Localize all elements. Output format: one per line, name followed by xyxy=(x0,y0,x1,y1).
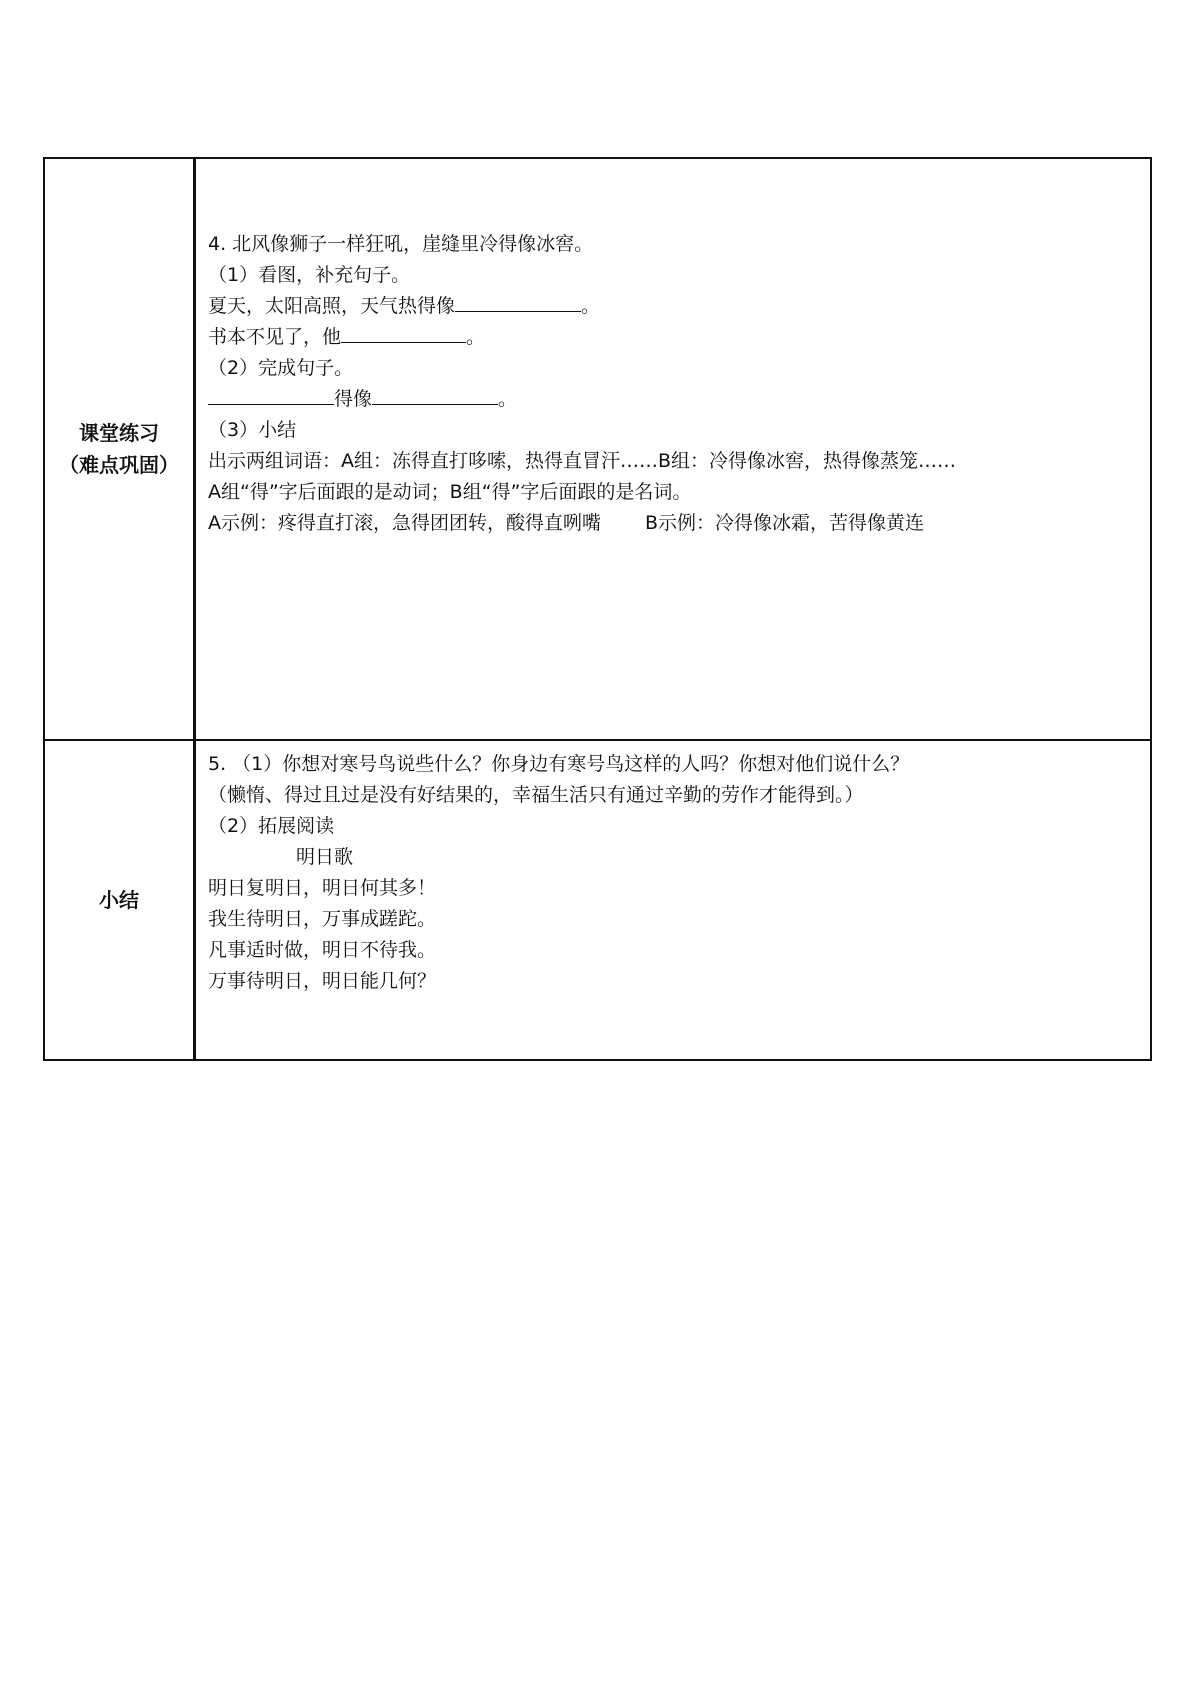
fill-sentence-2 xyxy=(208,322,1142,353)
examples-line xyxy=(208,508,1142,539)
summary-line-1: 出示两组词语：A组：冻得直打哆嗦，热得直冒汗……B组：冷得像冰窖，热得像蒸笼…… xyxy=(208,450,957,472)
fill-sentence-3-mid: 得像 xyxy=(334,388,373,410)
answer-blank-1[interactable] xyxy=(455,291,581,312)
row-label-summary xyxy=(44,740,195,1060)
poem-line-3: 凡事适时做，明日不待我。 xyxy=(208,939,437,961)
row-label-line1: 课堂练习 xyxy=(79,421,159,445)
fill-sentence-1 xyxy=(208,291,1142,322)
subquestion-3: （3）小结 xyxy=(208,419,297,441)
fill-sentence-3 xyxy=(208,384,1142,415)
example-b: B示例：冷得像冰霜，苦得像黄连 xyxy=(645,512,925,534)
lesson-table xyxy=(43,157,1152,1061)
poem-title: 明日歌 xyxy=(296,846,354,868)
question-4-title: 4. 北风像狮子一样狂吼，崖缝里冷得像冰窖。 xyxy=(208,233,594,255)
fill-sentence-2-end: 。 xyxy=(466,326,486,348)
poem-line-1: 明日复明日，明日何其多！ xyxy=(208,877,437,899)
subquestion-1: （1）看图，补充句子。 xyxy=(208,264,411,286)
table-row-classroom-practice xyxy=(44,158,1151,740)
row-label-line2: （难点巩固） xyxy=(59,453,179,477)
answer-blank-2[interactable] xyxy=(341,322,466,343)
fill-sentence-1-text: 夏天，太阳高照，天气热得像 xyxy=(208,295,456,317)
subquestion-extended-reading: （2）拓展阅读 xyxy=(208,815,335,837)
poem-line-4: 万事待明日，明日能几何？ xyxy=(208,970,437,992)
fill-sentence-3-end: 。 xyxy=(498,388,518,410)
row-label-classroom-practice xyxy=(44,158,195,740)
row-label-summary-text: 小结 xyxy=(99,888,139,912)
question-5-title: 5. （1）你想对寒号鸟说些什么？你身边有寒号鸟这样的人吗？你想对他们说什么？ xyxy=(208,753,910,775)
answer-blank-4[interactable] xyxy=(372,384,498,405)
subquestion-2: （2）完成句子。 xyxy=(208,357,354,379)
summary-line-2: A组“得”字后面跟的是动词；B组“得”字后面跟的是名词。 xyxy=(208,481,692,503)
answer-blank-3[interactable] xyxy=(208,384,334,405)
table-row-summary xyxy=(44,740,1151,1060)
fill-sentence-1-end: 。 xyxy=(581,295,601,317)
question-5-answer: （懒惰、得过且过是没有好结果的，幸福生活只有通过辛勤的劳作才能得到。） xyxy=(208,784,864,806)
row-content-summary xyxy=(195,740,1152,1060)
fill-sentence-2-text: 书本不见了，他 xyxy=(208,326,342,348)
row-content-classroom-practice xyxy=(195,158,1152,740)
example-a: A示例：疼得直打滚，急得团团转，酸得直咧嘴 xyxy=(208,512,601,534)
poem-line-2: 我生待明日，万事成蹉跎。 xyxy=(208,908,437,930)
